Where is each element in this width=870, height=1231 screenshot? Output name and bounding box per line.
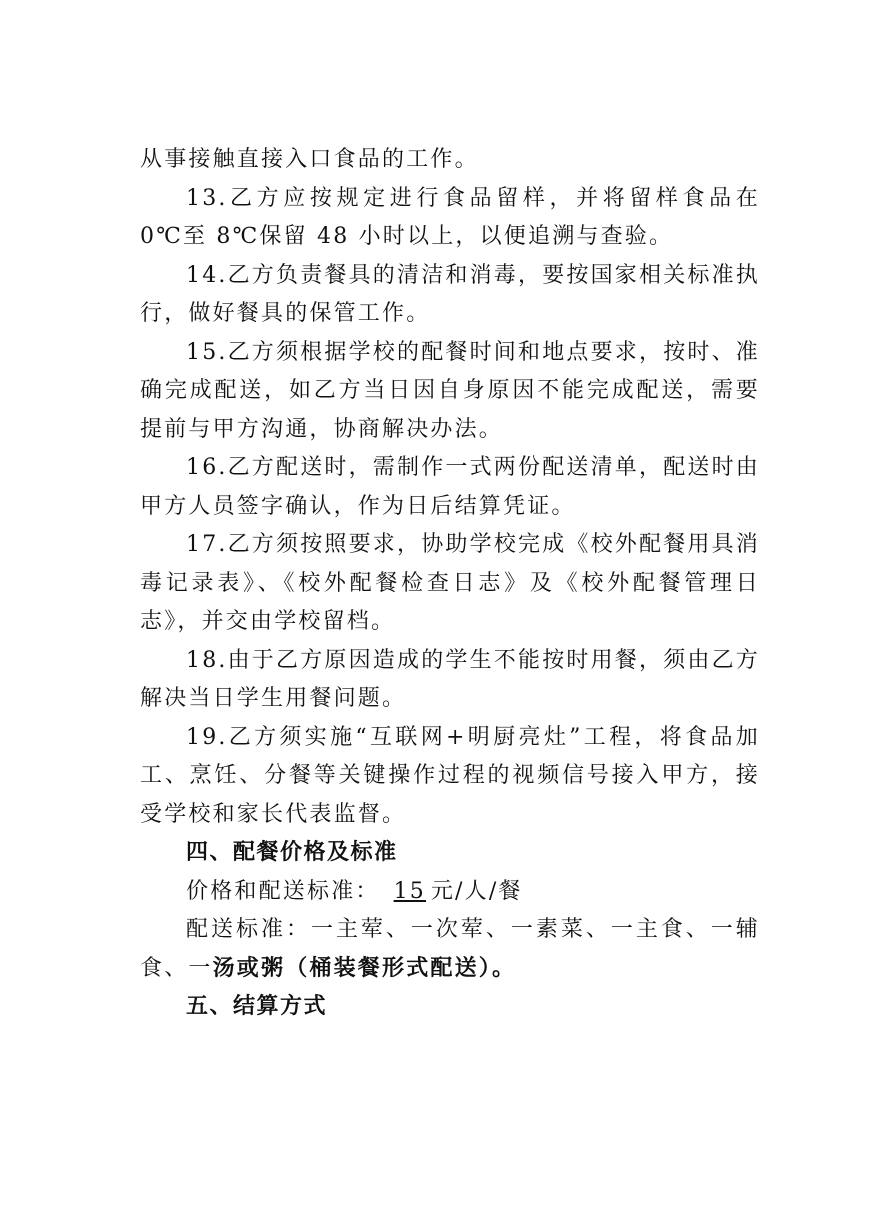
paragraph-13: 13.乙方应按规定进行食品留样，并将留样食品在 0℃至 8℃保留 48 小时以上，以便追溯与查验。 (140, 185, 760, 249)
price-label: 价格和配送标准： (186, 878, 380, 904)
paragraph-18: 18.由于乙方原因造成的学生不能按时用餐，须由乙方解决当日学生用餐问题。 (140, 647, 760, 711)
paragraph-continuation: 从事接触直接入口食品的工作。 (140, 147, 479, 172)
section-4-heading: 四、配餐价格及标准 (186, 840, 398, 865)
delivery-standard-text: 配送标准：一主荤、一次荤、一素菜、一主食、一辅食、一 (140, 917, 760, 981)
paragraph-19: 19.乙方须实施“互联网+明厨亮灶”工程，将食品加工、烹饪、分餐等关键操作过程的视频信号接入甲方，接受学校和家长代表监督。 (140, 724, 760, 827)
document-body (140, 141, 760, 1027)
paragraph-16: 16.乙方配送时，需制作一式两份配送清单，配送时由甲方人员签字确认，作为日后结算凭证。 (140, 455, 760, 519)
paragraph-17: 17.乙方须按照要求，协助学校完成《校外配餐用具消毒记录表》、《校外配餐检查日志》及《校外配餐管理日志》，并交由学校留档。 (140, 532, 760, 634)
paragraph-15: 15.乙方须根据学校的配餐时间和地点要求，按时、准确完成配送，如乙方当日因自身原因不能完成配送，需要提前与甲方沟通，协商解决办法。 (140, 339, 760, 442)
delivery-standard (140, 911, 760, 988)
price-value: 15 (393, 878, 427, 904)
paragraph-14: 14.乙方负责餐具的清洁和消毒，要按国家相关标准执行，做好餐具的保管工作。 (140, 262, 760, 326)
section-5-heading: 五、结算方式 (186, 994, 328, 1019)
delivery-standard-bold: 汤或粥（桶装餐形式配送）。 (212, 955, 517, 981)
price-line (140, 873, 760, 912)
price-unit: 元/人/餐 (430, 878, 523, 904)
